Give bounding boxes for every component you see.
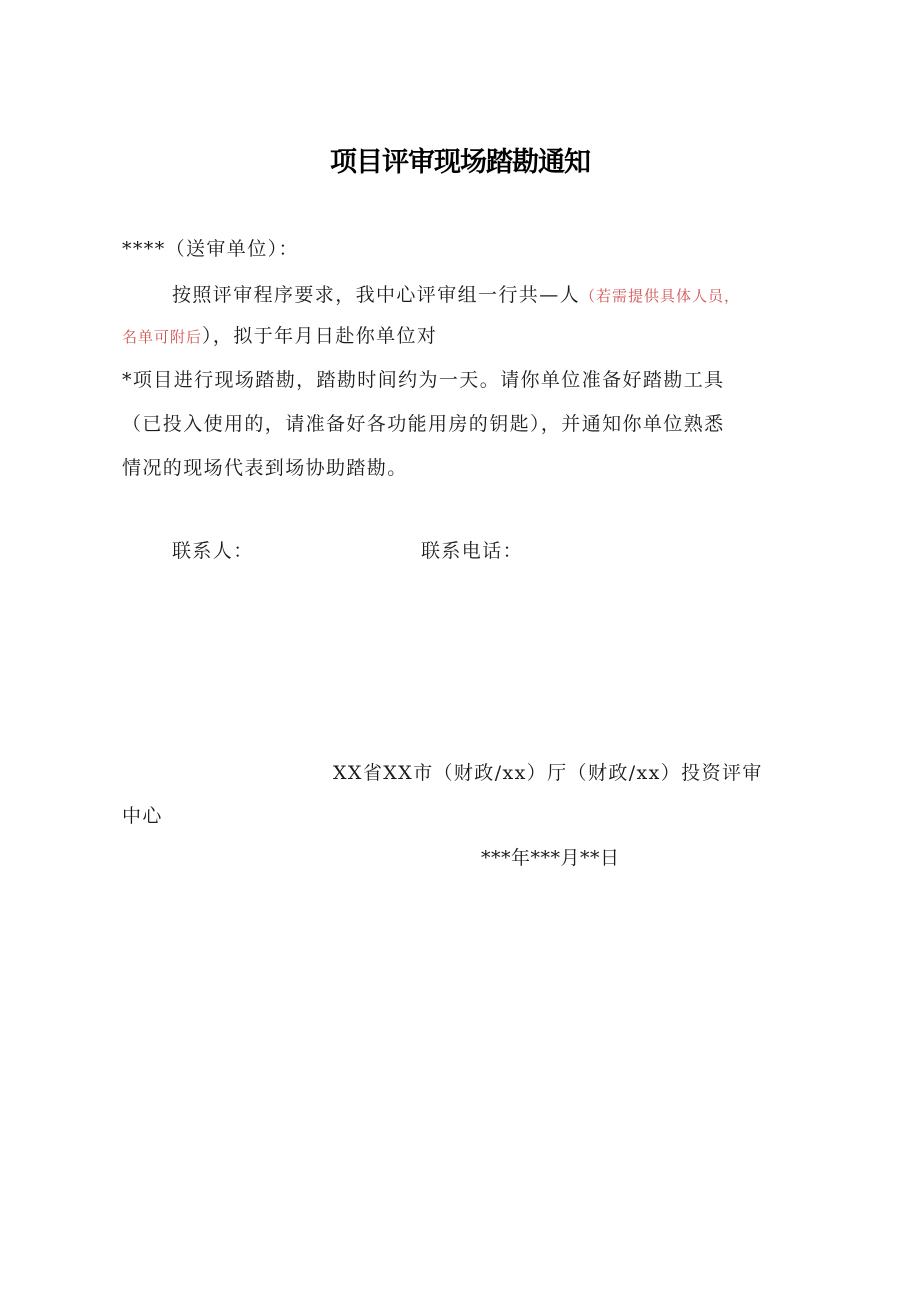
body-line-2-text: ），拟于年月日赴你单位对	[202, 325, 438, 347]
body-line-5: 情况的现场代表到场协助踏勘。	[122, 457, 408, 479]
signature-org-line-1: XX省XX市（财政/xx）厅（财政/xx）投资评审	[333, 762, 763, 784]
body-line-3: *项目进行现场踏勘，踏勘时间约为一天。请你单位准备好踏勘工具	[122, 369, 725, 391]
addressee-line: ****（送审单位）：	[122, 238, 299, 260]
signature-date: ***年***月**日	[481, 847, 620, 869]
body-line-4: （已投入使用的，请准备好各功能用房的钥匙），并通知你单位熟悉	[122, 413, 725, 435]
contact-phone-label: 联系电话：	[421, 540, 524, 562]
document-title: 项目评审现场踏勘通知	[330, 147, 590, 178]
signature-org-line-2: 中心	[122, 805, 163, 827]
body-line-1-text: 按照评审程序要求，我中心评审组一行共—人	[172, 284, 581, 306]
body-line-2	[122, 323, 437, 350]
body-line-1	[172, 282, 740, 309]
contact-person-label: 联系人：	[172, 540, 254, 562]
personnel-note-start: （若需提供具体人员，	[580, 287, 741, 305]
personnel-note-end: 名单可附后	[122, 328, 203, 346]
